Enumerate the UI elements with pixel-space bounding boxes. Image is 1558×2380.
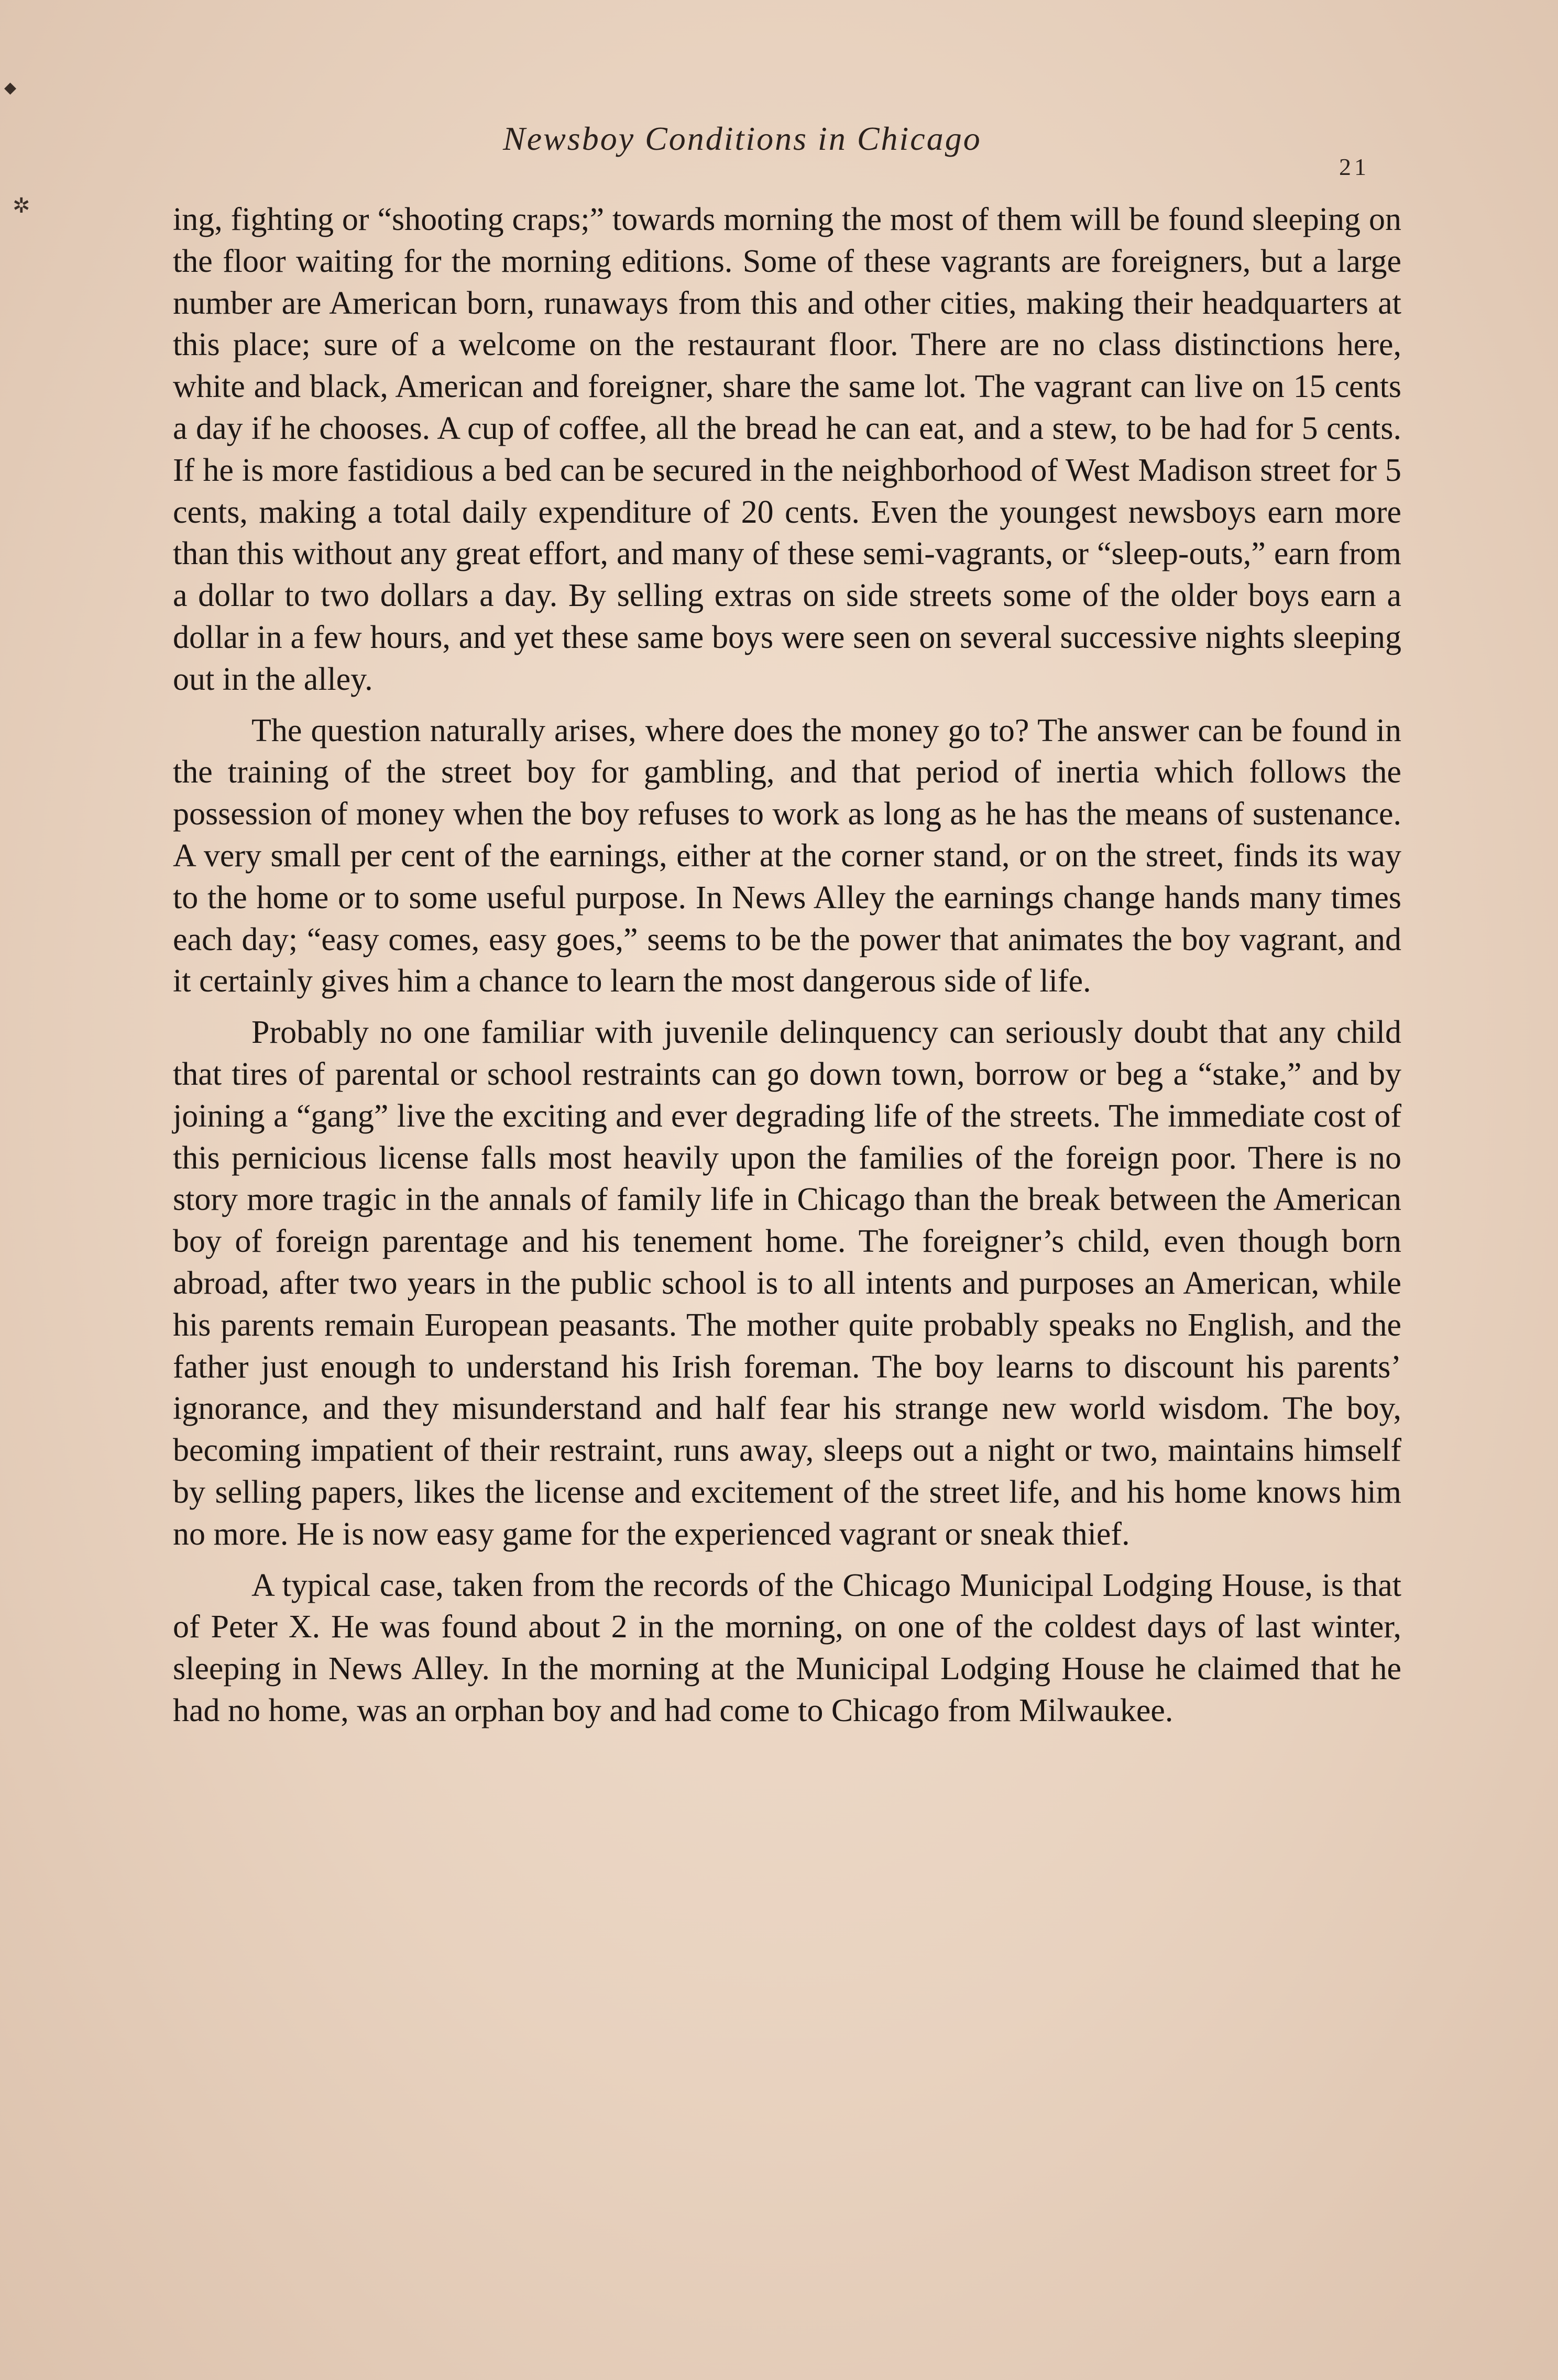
margin-mark-middle: ✲	[13, 194, 30, 218]
page-number: 21	[1339, 153, 1369, 180]
paragraph-3: Probably no one familiar with juvenile delinquency can seriously doubt that any child that tires of parental or school restraints can go down town, borrow or beg a “stake,” and by joining a “gang” live the exciting and ever degrading life of the streets. The immediate cost of this pernicious license falls most heavily upon the families of the foreign poor. There is no story more tragic in the annals of family life in Chicago than the break between the American boy of foreign parentage and his tenement home. The foreigner’s child, even though born abroad, after two years in the public school is to all intents and purposes an American, while his parents remain European peasants. The mother quite probably speaks no English, and the father just enough to understand his Irish foreman. The boy learns to discount his parents’ ignorance, and they misunderstand and half fear his strange new world wisdom. The boy, becoming impatient of their restraint, runs away, sleeps out a night or two, maintains himself by selling papers, likes the license and excitement of the street life, and his home knows him no more. He is now easy game for the experienced vagrant or sneak thief.	[173, 1015, 1401, 1552]
running-head-title: Newsboy Conditions in Chicago	[503, 120, 982, 157]
paragraph-2: The question naturally arises, where does the money go to? The answer can be found in the training of the street boy for gambling, and that period of inertia which follows the possession of money when the boy refuses to work as long as he has the means of sustenance. A very small per cent of the earnings, either at the corner stand, or on the street, finds its way to the home or to some useful purpose. In News Alley the earnings change hands many times each day; “easy comes, easy goes,” seems to be the power that animates the boy vagrant, and it certainly gives him a chance to learn the most dangerous side of life.	[173, 712, 1401, 999]
paragraph-4: A typical case, taken from the records of the Chicago Municipal Lodging House, is that of Peter X. He was found about 2 in the morning, on one of the coldest days of last winter, sleeping in News Alley. In the morning at the Municipal Lodging House he claimed that he had no home, was an orphan boy and had come to Chicago from Milwaukee.	[173, 1567, 1401, 1728]
margin-mark-top: ◆	[4, 79, 17, 97]
body-text	[173, 199, 1401, 1742]
paragraph-1: ing, fighting or “shooting craps;” towards morning the most of them will be found sleeping on the floor waiting for the morning editions. Some of these vagrants are foreigners, but a large number are American born, runaways from this and other cities, making their headquarters at this place; sure of a welcome on the restaurant floor. There are no class distinctions here, white and black, American and foreigner, share the same lot. The vagrant can live on 15 cents a day if he chooses. A cup of coffee, all the bread he can eat, and a stew, to be had for 5 cents. If he is more fastidious a bed can be secured in the neighborhood of West Madison street for 5 cents, making a total daily expenditure of 20 cents. Even the youngest newsboys earn more than this without any great effort, and many of these semi-vagrants, or “sleep-outs,” earn from a dollar to two dollars a day. By selling extras on side streets some of the older boys earn a dollar in a few hours, and yet these same boys were seen on several successive nights sleeping out in the alley.	[173, 202, 1401, 697]
